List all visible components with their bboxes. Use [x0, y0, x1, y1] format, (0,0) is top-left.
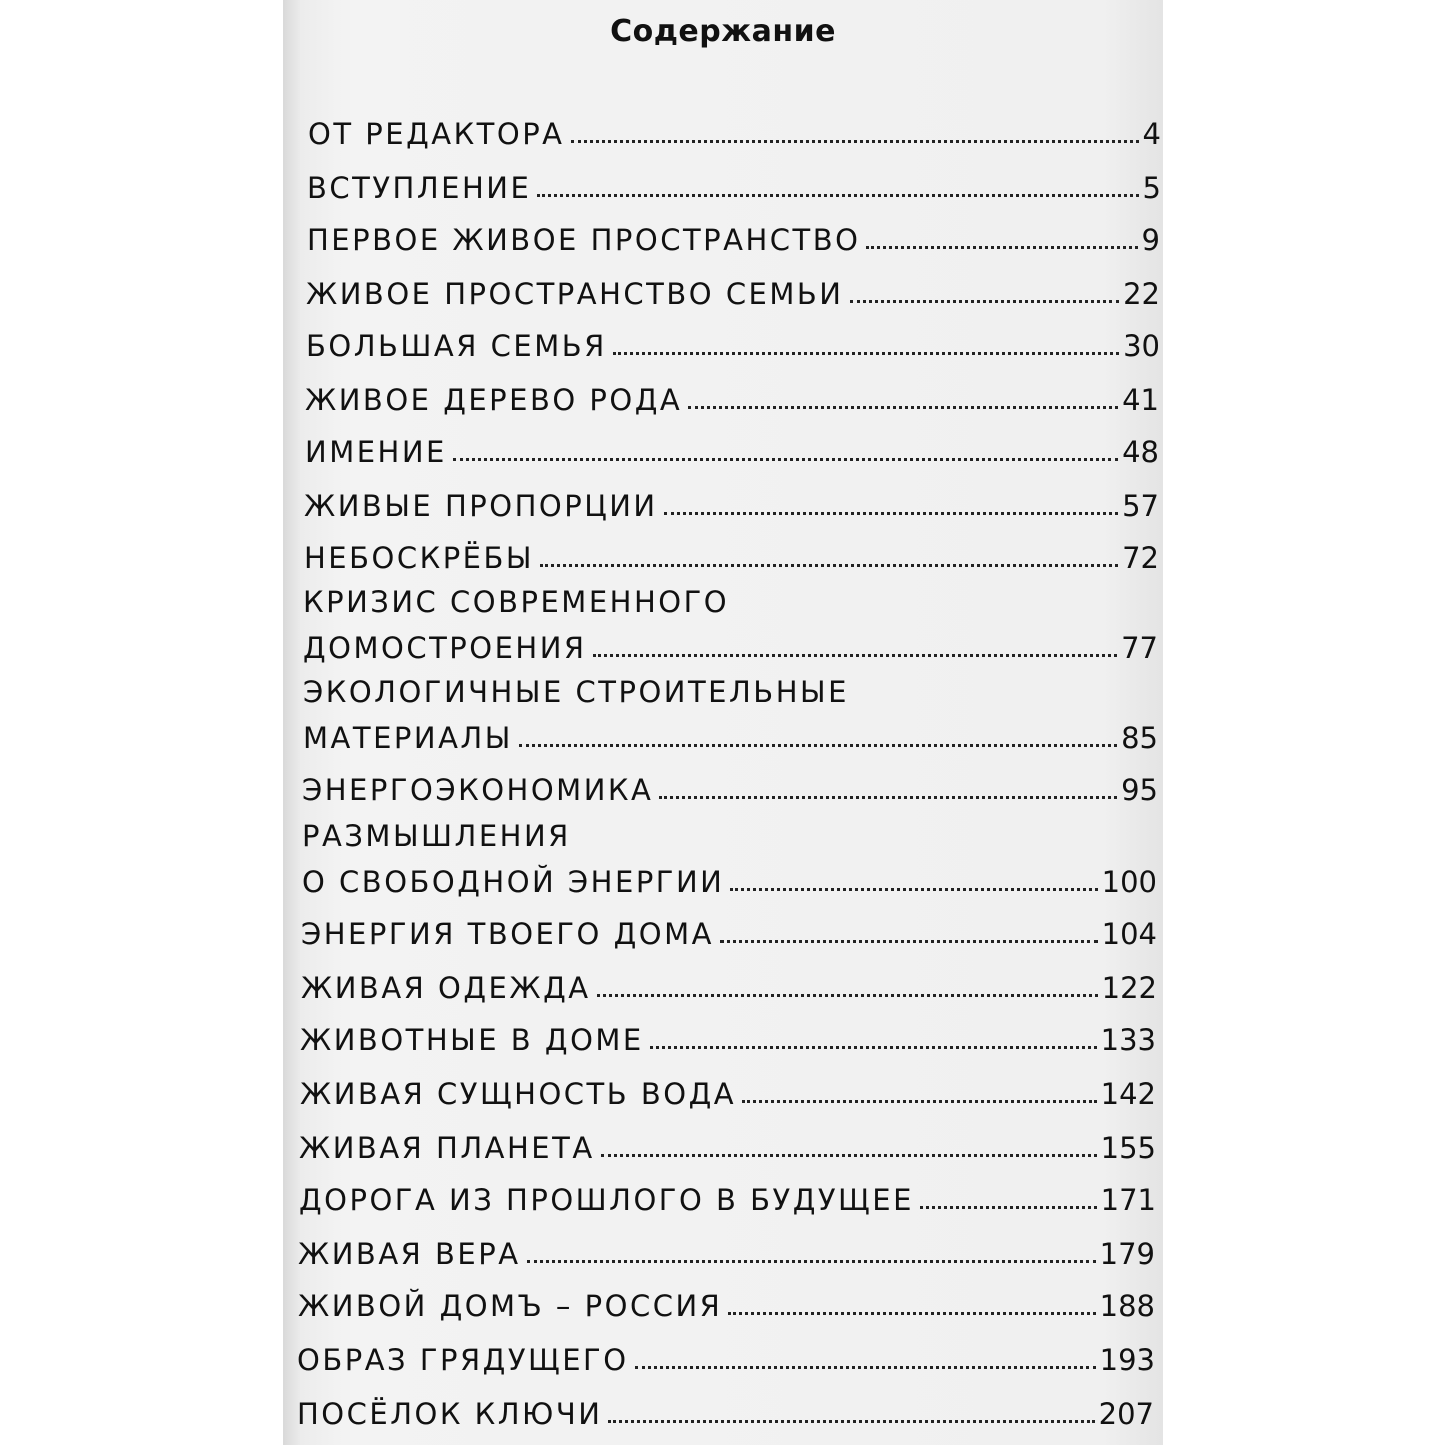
toc-entry	[298, 1286, 1155, 1324]
toc-entry-title: ЖИВОЕ ДЕРЕВО РОДА	[305, 383, 683, 417]
dot-leader	[650, 1046, 1097, 1049]
toc-entry	[301, 968, 1157, 1006]
toc-entry-line	[305, 382, 1159, 418]
toc-entry	[303, 584, 1158, 666]
toc-entry	[298, 1234, 1155, 1272]
toc-entry-title: ВСТУПЛЕНИЕ	[307, 171, 532, 205]
toc-entry-line	[298, 1236, 1155, 1272]
toc-entry-title: НЕБОСКРЁБЫ	[304, 541, 534, 575]
toc-entry-line	[306, 276, 1160, 312]
toc-entry	[301, 914, 1157, 952]
toc-page-number: 4	[1142, 117, 1161, 151]
toc-entry-line	[299, 1130, 1156, 1166]
toc-entry-line	[302, 772, 1158, 808]
toc-entry-title: ЖИВАЯ СУЩНОСТЬ ВОДА	[300, 1077, 737, 1111]
toc-entry-line	[307, 222, 1160, 258]
dot-leader	[613, 352, 1119, 355]
toc-page-number: 77	[1121, 631, 1158, 665]
toc-page-number: 133	[1100, 1023, 1156, 1057]
toc-entry-line	[302, 864, 1157, 900]
dot-leader	[597, 994, 1098, 997]
toc-entry-title: ДОРОГА ИЗ ПРОШЛОГО В БУДУЩЕЕ	[299, 1183, 914, 1217]
toc-entry-title: ЖИВОЕ ПРОСТРАНСТВО СЕМЬИ	[306, 277, 844, 311]
dot-leader	[593, 654, 1118, 657]
toc-entry-title: ПЕРВОЕ ЖИВОЕ ПРОСТРАНСТВО	[307, 223, 861, 257]
dot-leader	[920, 1206, 1097, 1209]
toc-entry	[299, 1128, 1156, 1166]
toc-page-number: 22	[1123, 277, 1160, 311]
toc-entry-title: ОТ РЕДАКТОРА	[308, 117, 565, 151]
toc-page-number: 171	[1100, 1183, 1156, 1217]
dot-leader	[688, 406, 1118, 409]
toc-entry	[306, 274, 1160, 312]
toc-page-number: 95	[1121, 773, 1158, 807]
toc-entry-line	[305, 434, 1159, 470]
dot-leader	[742, 1100, 1097, 1103]
toc-entry-line	[298, 1288, 1155, 1324]
toc-page-number: 5	[1142, 171, 1161, 205]
toc-entry	[302, 818, 1157, 900]
toc-entry-title-line: КРИЗИС СОВРЕМЕННОГО	[303, 585, 730, 619]
toc-entry	[299, 1180, 1156, 1218]
toc-page-number: 85	[1121, 721, 1158, 755]
dot-leader	[728, 1312, 1095, 1315]
toc-entry-title: ДОМОСТРОЕНИЯ	[303, 631, 587, 665]
dot-leader	[527, 1260, 1096, 1263]
toc-entry	[307, 220, 1160, 258]
toc-entry-title: ПОСЁЛОК КЛЮЧИ	[297, 1397, 603, 1431]
toc-entry-line	[308, 116, 1161, 152]
table-of-contents	[283, 0, 1163, 1445]
toc-page-number: 30	[1123, 329, 1160, 363]
dot-leader	[608, 1420, 1094, 1423]
toc-entry	[307, 168, 1161, 206]
dot-leader	[730, 888, 1097, 891]
toc-entry-title: ЖИВЫЕ ПРОПОРЦИИ	[304, 489, 658, 523]
toc-page-number: 207	[1098, 1397, 1154, 1431]
dot-leader	[571, 140, 1139, 143]
toc-entry	[297, 1340, 1155, 1378]
toc-page-number: 9	[1141, 223, 1160, 257]
book-page	[283, 0, 1163, 1445]
page-title: Содержание	[610, 14, 836, 49]
toc-entry-title: О СВОБОДНОЙ ЭНЕРГИИ	[302, 865, 725, 899]
toc-entry-line	[300, 1076, 1156, 1112]
dot-leader	[659, 796, 1117, 799]
toc-entry	[303, 674, 1158, 756]
toc-page-number: 142	[1100, 1077, 1156, 1111]
toc-entry	[306, 326, 1160, 364]
toc-entry-title: ЖИВОТНЫЕ В ДОМЕ	[300, 1023, 644, 1057]
toc-page-number: 72	[1122, 541, 1159, 575]
toc-page-number: 122	[1101, 971, 1157, 1005]
toc-entry-title: ЭНЕРГОЭКОНОМИКА	[302, 773, 654, 807]
toc-entry-line	[297, 1396, 1154, 1432]
dot-leader	[537, 194, 1138, 197]
toc-entry	[304, 486, 1159, 524]
toc-entry-title-line: РАЗМЫШЛЕНИЯ	[302, 819, 571, 853]
toc-entry-title: МАТЕРИАЛЫ	[303, 721, 513, 755]
toc-page-number: 57	[1122, 489, 1159, 523]
toc-entry	[297, 1394, 1154, 1432]
toc-page-number: 188	[1099, 1289, 1155, 1323]
toc-entry-line	[299, 1182, 1156, 1218]
dot-leader	[635, 1366, 1096, 1369]
toc-entry-line	[304, 488, 1159, 524]
toc-entry-line	[297, 1342, 1155, 1378]
toc-entry	[304, 538, 1159, 576]
dot-leader	[519, 744, 1117, 747]
toc-entry-title: ЖИВАЯ ОДЕЖДА	[301, 971, 591, 1005]
toc-page-number: 48	[1122, 435, 1159, 469]
toc-entry-line	[303, 630, 1158, 666]
toc-page-number: 193	[1099, 1343, 1155, 1377]
toc-entry	[305, 380, 1159, 418]
toc-entry	[308, 114, 1161, 152]
toc-entry	[302, 770, 1158, 808]
toc-entry-line	[300, 1022, 1156, 1058]
dot-leader	[601, 1154, 1097, 1157]
toc-entry-title: ИМЕНИЕ	[305, 435, 447, 469]
toc-entry-title: ЭНЕРГИЯ ТВОЕГО ДОМА	[301, 917, 714, 951]
toc-page-number: 100	[1101, 865, 1157, 899]
toc-entry-line	[303, 720, 1158, 756]
toc-entry-title: ОБРАЗ ГРЯДУЩЕГО	[297, 1343, 629, 1377]
dot-leader	[866, 246, 1137, 249]
toc-entry-line	[304, 540, 1159, 576]
toc-entry	[300, 1074, 1156, 1112]
toc-entry	[300, 1020, 1156, 1058]
toc-entry-line	[301, 970, 1157, 1006]
toc-entry-title: ЖИВАЯ ВЕРА	[298, 1237, 521, 1271]
toc-entry-line	[306, 328, 1160, 364]
dot-leader	[850, 300, 1120, 303]
toc-entry-line	[307, 170, 1161, 206]
toc-page-number: 155	[1100, 1131, 1156, 1165]
dot-leader	[720, 940, 1098, 943]
toc-page-number: 104	[1101, 917, 1157, 951]
dot-leader	[540, 564, 1118, 567]
toc-page-number: 41	[1122, 383, 1159, 417]
toc-entry-title: ЖИВАЯ ПЛАНЕТА	[299, 1131, 595, 1165]
toc-entry-title: БОЛЬШАЯ СЕМЬЯ	[306, 329, 607, 363]
toc-page-number: 179	[1099, 1237, 1155, 1271]
dot-leader	[453, 458, 1118, 461]
dot-leader	[664, 512, 1118, 515]
toc-entry-line	[301, 916, 1157, 952]
toc-entry-title-line: ЭКОЛОГИЧНЫЕ СТРОИТЕЛЬНЫЕ	[303, 675, 849, 709]
toc-entry-title: ЖИВОЙ ДОМЪ – РОССИЯ	[298, 1289, 723, 1323]
toc-entry	[305, 432, 1159, 470]
